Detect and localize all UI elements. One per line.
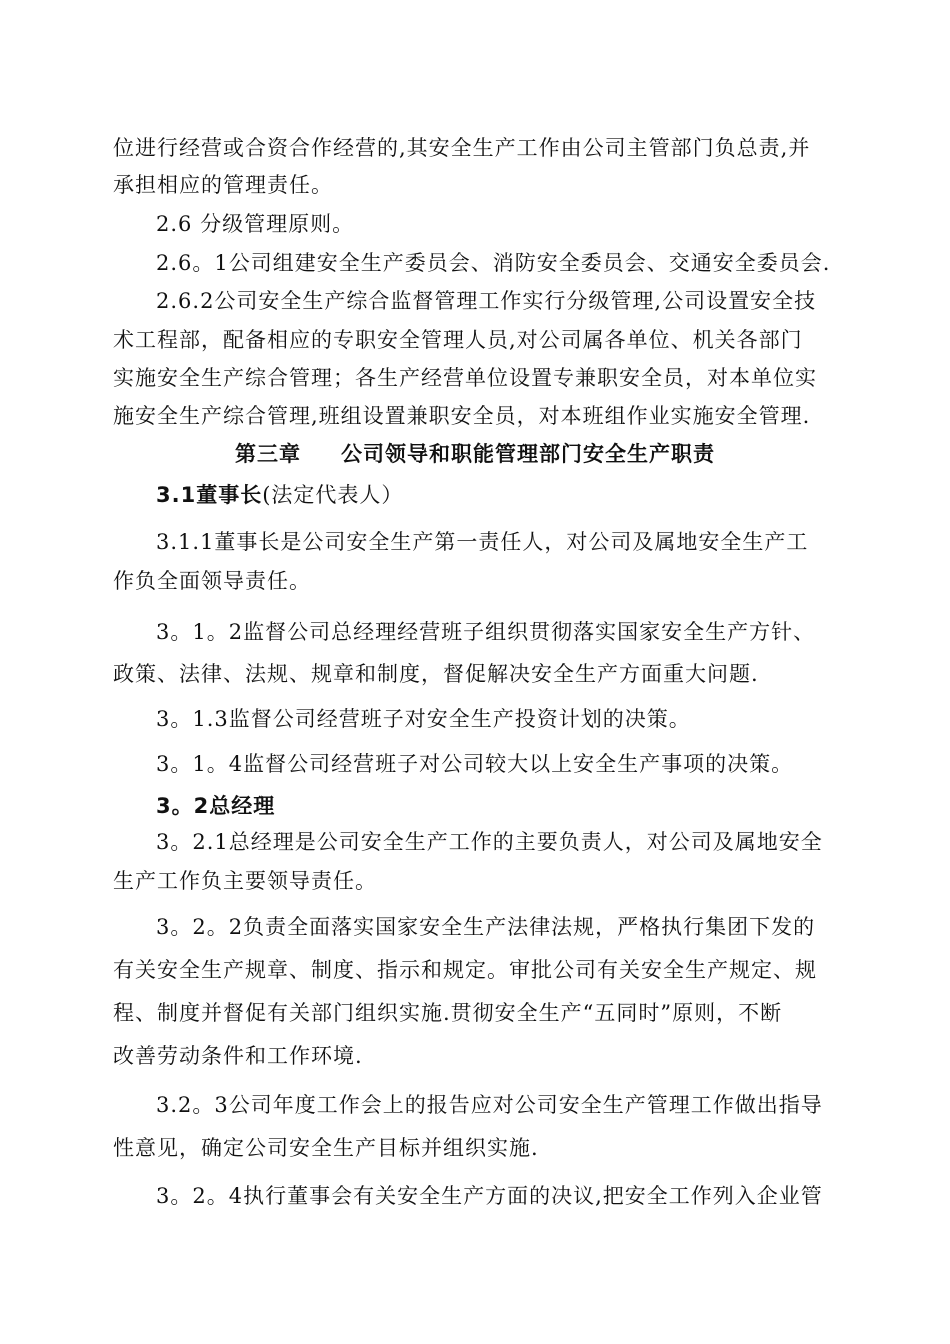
section-heading-3-1 xyxy=(156,480,843,510)
body-text-line: 2.6.2公司安全生产综合监督管理工作实行分级管理,公司设置安全技 xyxy=(156,289,817,313)
body-text-line: 政策、法律、法规、规章和制度，督促解决安全生产方面重大问题. xyxy=(113,662,759,686)
body-text-line: 改善劳动条件和工作环境. xyxy=(113,1044,363,1068)
body-text-line: 3。1。4监督公司经营班子对公司较大以上安全生产事项的决策。 xyxy=(156,752,794,776)
body-text-line: 3。2。2负责全面落实国家安全生产法律法规，严格执行集团下发的 xyxy=(156,915,816,939)
body-text-line: 承担相应的管理责任。 xyxy=(113,173,333,197)
chapter-title: 公司领导和职能管理部门安全生产职责 xyxy=(341,442,715,466)
body-text-line: 3.1.1董事长是公司安全生产第一责任人，对公司及属地安全生产工 xyxy=(156,530,809,554)
body-text-line: 生产工作负主要领导责任。 xyxy=(113,869,377,893)
body-text-line: 术工程部，配备相应的专职安全管理人员,对公司属各单位、机关各部门 xyxy=(113,328,803,352)
body-text-line: 位进行经营或合资合作经营的,其安全生产工作由公司主管部门负总责,并 xyxy=(113,136,811,160)
body-text-line: 有关安全生产规章、制度、指示和规定。审批公司有关安全生产规定、规 xyxy=(113,958,817,982)
body-text-line: 作负全面领导责任。 xyxy=(113,569,311,593)
chapter-heading xyxy=(0,439,950,469)
body-text-line: 性意见，确定公司安全生产目标并组织实施. xyxy=(113,1136,539,1160)
body-text-line: 程、制度并督促有关部门组织实施.贯彻安全生产“五同时”原则，不断 xyxy=(113,1001,783,1025)
section-subtitle: (法定代表人） xyxy=(262,483,404,507)
body-text-line: 实施安全生产综合管理；各生产经营单位设置专兼职安全员，对本单位实 xyxy=(113,366,817,390)
body-text-line: 3.2。3公司年度工作会上的报告应对公司安全生产管理工作做出指导 xyxy=(156,1093,823,1117)
section-heading-3-2: 3。2总经理 xyxy=(156,794,276,818)
body-text-line: 施安全生产综合管理,班组设置兼职安全员，对本班组作业实施安全管理. xyxy=(113,404,811,428)
body-text-line: 3。2.1总经理是公司安全生产工作的主要负责人，对公司及属地安全 xyxy=(156,830,823,854)
body-text-line: 3。2。4执行董事会有关安全生产方面的决议,把安全工作列入企业管 xyxy=(156,1184,823,1208)
body-text-line: 3。1.3监督公司经营班子对安全生产投资计划的决策。 xyxy=(156,707,691,731)
body-text-line: 3。1。2监督公司总经理经营班子组织贯彻落实国家安全生产方针、 xyxy=(156,620,816,644)
section-heading: 2.6 分级管理原则。 xyxy=(156,212,355,236)
chapter-number: 第三章 xyxy=(235,442,301,466)
section-title: 3.1董事长 xyxy=(156,483,263,507)
body-text-line: 2.6。1公司组建安全生产委员会、消防安全委员会、交通安全委员会. xyxy=(156,251,831,275)
